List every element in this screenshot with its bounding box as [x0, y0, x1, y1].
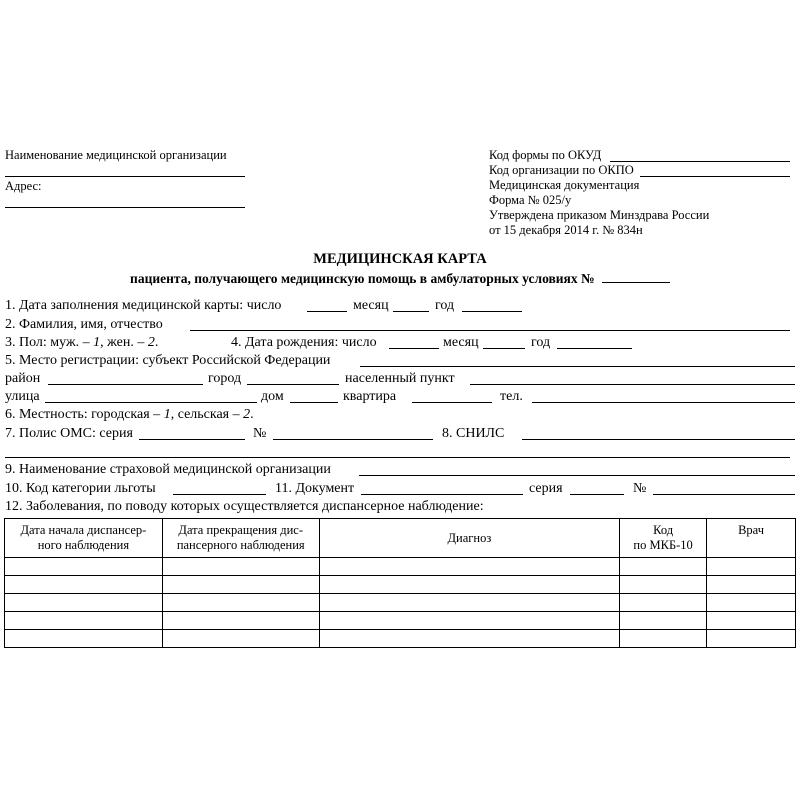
table-cell[interactable]	[5, 576, 163, 594]
city-line[interactable]	[247, 384, 339, 385]
phone-label: тел.	[500, 389, 523, 404]
col-doctor-label: Врач	[738, 523, 764, 537]
col-icd-code-line2: по МКБ-10	[633, 538, 693, 552]
field-7-8-row	[5, 425, 795, 442]
okud-label: Код формы по ОКУД	[489, 148, 602, 162]
dispensary-table	[4, 518, 796, 648]
table-cell[interactable]	[319, 630, 620, 648]
field-4-year-label: год	[531, 335, 551, 350]
apartment-line[interactable]	[412, 402, 492, 403]
table-cell[interactable]	[319, 594, 620, 612]
table-cell[interactable]	[162, 630, 319, 648]
field-4-day-line[interactable]	[389, 348, 439, 349]
table-header-row	[5, 519, 796, 558]
field-6-rural-label: , сельская –	[170, 407, 240, 422]
field-4-label: 4. Дата рождения: число	[231, 335, 377, 350]
field-11-number-line[interactable]	[653, 494, 795, 495]
field-4-month-label: месяц	[443, 335, 479, 350]
table-cell[interactable]	[5, 594, 163, 612]
table-cell[interactable]	[620, 630, 707, 648]
field-1-row	[5, 297, 795, 314]
table-row	[5, 594, 796, 612]
col-diagnosis-label: Диагноз	[447, 530, 492, 545]
field-12-row	[5, 498, 795, 515]
table-cell[interactable]	[620, 612, 707, 630]
table-cell[interactable]	[5, 630, 163, 648]
table-cell[interactable]	[620, 594, 707, 612]
district-row	[5, 370, 795, 387]
field-1-month-label: месяц	[353, 298, 389, 313]
field-10-11-row	[5, 480, 795, 497]
field-6-rural-code: 2	[243, 407, 251, 422]
field-9-row	[5, 461, 795, 478]
field-5-line[interactable]	[360, 366, 795, 367]
house-line[interactable]	[290, 402, 338, 403]
form-number: Форма № 025/у	[489, 193, 572, 207]
col-start-date	[5, 519, 163, 558]
apartment-label: квартира	[343, 389, 397, 404]
field-6-row	[5, 406, 795, 423]
org-name-line[interactable]	[5, 176, 245, 177]
district-label: район	[5, 371, 41, 386]
field-6-urban-code: 1	[163, 407, 171, 422]
table-row	[5, 612, 796, 630]
field-1-label: 1. Дата заполнения медицинской карты: число	[5, 298, 282, 313]
table-cell[interactable]	[319, 576, 620, 594]
col-end-date-line2: пансерного наблюдения	[176, 538, 305, 552]
table-cell[interactable]	[5, 612, 163, 630]
table-cell[interactable]	[162, 558, 319, 576]
field-10-line[interactable]	[173, 494, 266, 495]
table-cell[interactable]	[319, 558, 620, 576]
card-subtitle-text: пациента, получающего медицинскую помощь в амбулаторных условиях №	[130, 271, 595, 286]
field-1-year-line[interactable]	[462, 311, 522, 312]
card-subtitle	[0, 270, 800, 287]
field-9-label: 9. Наименование страховой медицинской организации	[5, 462, 331, 477]
field-11-no-label: №	[633, 481, 647, 496]
settlement-label: населенный пункт	[345, 371, 455, 386]
med-doc-label: Медицинская документация	[489, 178, 640, 192]
field-7-label: 7. Полис ОМС: серия	[5, 426, 133, 441]
field-7-no-label: №	[253, 426, 267, 441]
field-3-label: 3. Пол: муж. –	[5, 335, 90, 350]
field-2-label: 2. Фамилия, имя, отчество	[5, 317, 163, 332]
field-1-day-line[interactable]	[307, 311, 347, 312]
col-doctor	[707, 519, 796, 558]
field-11-series-label: серия	[529, 481, 563, 496]
table-cell[interactable]	[707, 558, 796, 576]
table-cell[interactable]	[620, 576, 707, 594]
field-12-label: 12. Заболевания, по поводу которых осуществляется диспансерное наблюдение:	[5, 499, 484, 514]
card-title: МЕДИЦИНСКАЯ КАРТА	[313, 251, 487, 267]
field-11-label: 11. Документ	[275, 481, 355, 496]
okud-line[interactable]	[610, 161, 790, 162]
field-8-line[interactable]	[522, 439, 795, 440]
field-1-month-line[interactable]	[393, 311, 429, 312]
field-3-female-code: 2	[147, 335, 155, 350]
table-cell[interactable]	[707, 576, 796, 594]
field-3-4-row	[5, 334, 795, 351]
field-2-row	[5, 316, 795, 333]
field-7-series-line[interactable]	[139, 439, 245, 440]
table-cell[interactable]	[707, 630, 796, 648]
okpo-line[interactable]	[640, 176, 790, 177]
table-row	[5, 630, 796, 648]
table-cell[interactable]	[162, 594, 319, 612]
field-2-line[interactable]	[190, 330, 790, 331]
col-icd-code-line1: Код	[653, 523, 674, 537]
blank-line[interactable]	[5, 457, 790, 458]
field-5-label: 5. Место регистрации: субъект Российской Федерации	[5, 353, 331, 368]
col-start-date-line1: Дата начала диспансер-	[20, 523, 147, 537]
col-end-date	[162, 519, 319, 558]
street-row	[5, 388, 795, 405]
field-3-male-code: 1	[93, 335, 101, 350]
field-6-label: 6. Местность: городская –	[5, 407, 161, 422]
district-line[interactable]	[48, 384, 203, 385]
table-row	[5, 576, 796, 594]
col-end-date-line1: Дата прекращения дис-	[178, 523, 304, 537]
table-body	[5, 558, 796, 648]
street-line[interactable]	[45, 402, 257, 403]
field-3-end: .	[154, 335, 159, 350]
field-6-end: .	[250, 407, 254, 422]
approved-date: от 15 декабря 2014 г. № 834н	[489, 223, 643, 237]
table-row	[5, 558, 796, 576]
table-cell[interactable]	[707, 612, 796, 630]
col-start-date-line2: ного наблюдения	[37, 538, 130, 552]
org-name-label: Наименование медицинской организации	[5, 148, 227, 162]
card-number-line[interactable]	[602, 270, 670, 283]
field-6-text	[5, 406, 254, 423]
table-cell[interactable]	[620, 558, 707, 576]
table-cell[interactable]	[162, 576, 319, 594]
col-icd-code	[620, 519, 707, 558]
settlement-line[interactable]	[470, 384, 795, 385]
table-cell[interactable]	[5, 558, 163, 576]
field-3-text	[5, 334, 158, 351]
phone-line[interactable]	[532, 402, 795, 403]
field-4-year-line[interactable]	[557, 348, 632, 349]
field-7-number-line[interactable]	[273, 439, 433, 440]
okpo-label: Код организации по ОКПО	[489, 163, 634, 177]
table-cell[interactable]	[707, 594, 796, 612]
table-cell[interactable]	[162, 612, 319, 630]
city-label: город	[208, 371, 242, 386]
field-11-line[interactable]	[361, 494, 523, 495]
house-label: дом	[261, 389, 284, 404]
field-10-label: 10. Код категории льготы	[5, 481, 156, 496]
address-label: Адрес:	[5, 179, 42, 193]
street-label: улица	[5, 389, 40, 404]
field-3-female-label: , жен. –	[100, 335, 145, 350]
address-line[interactable]	[5, 207, 245, 208]
field-1-year-label: год	[435, 298, 455, 313]
approved-label: Утверждена приказом Минздрава России	[489, 208, 710, 222]
table-cell[interactable]	[319, 612, 620, 630]
field-9-line[interactable]	[359, 475, 795, 476]
field-8-label: 8. СНИЛС	[442, 426, 505, 441]
field-5-row	[5, 352, 795, 369]
field-11-series-line[interactable]	[570, 494, 624, 495]
field-4-month-line[interactable]	[483, 348, 525, 349]
col-diagnosis	[319, 519, 620, 558]
